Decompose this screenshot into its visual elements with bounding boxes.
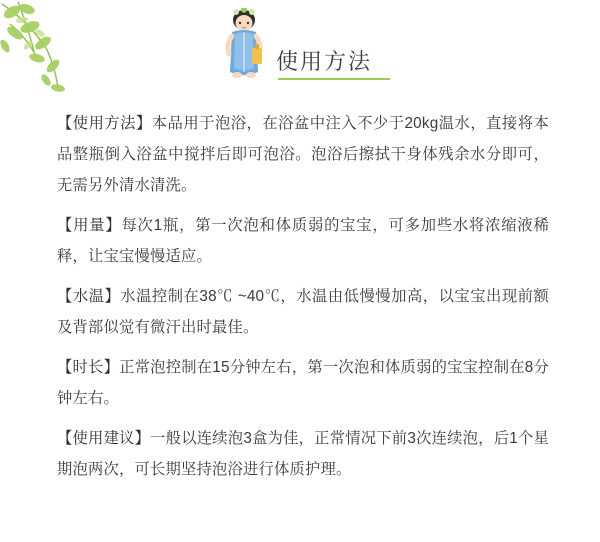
instruction-paragraph (57, 210, 549, 272)
instruction-label: 【时长】 (57, 359, 120, 376)
instruction-paragraph (57, 352, 549, 414)
instruction-text: 水温控制在38℃ ~40℃，水温由低慢慢加高，以宝宝出现前额及背部似觉有微汗出时最佳。 (57, 288, 549, 336)
instruction-label: 【用量】 (57, 217, 122, 234)
instruction-text: 正常泡控制在15分钟左右，第一次泡和体质弱的宝宝控制在8分钟左右。 (57, 359, 549, 407)
title-underline (278, 78, 390, 80)
baby-bather-mascot-icon (222, 8, 266, 80)
page-header (0, 0, 600, 95)
instruction-text: 每次1瓶，第一次泡和体质弱的宝宝，可多加些水将浓缩液稀释，让宝宝慢慢适应。 (57, 217, 549, 265)
instruction-label: 【使用建议】 (57, 430, 151, 447)
page-title: 使用方法 (276, 48, 373, 74)
instruction-paragraph (57, 108, 549, 201)
instructions-content (57, 108, 549, 485)
instruction-text: 本品用于泡浴，在浴盆中注入不少于20kg温水，直接将本品整瓶倒入浴盆中搅拌后即可泡浴。泡浴后擦拭干身体残余水分即可，无需另外清水清洗。 (57, 115, 549, 194)
instruction-paragraph (57, 423, 549, 485)
instruction-label: 【使用方法】 (57, 115, 152, 132)
instruction-text: 一般以连续泡3盒为佳，正常情况下前3次连续泡，后1个星期泡两次，可长期坚持泡浴进行体质护理。 (57, 430, 549, 478)
instruction-label: 【水温】 (57, 288, 121, 305)
instruction-paragraph (57, 281, 549, 343)
